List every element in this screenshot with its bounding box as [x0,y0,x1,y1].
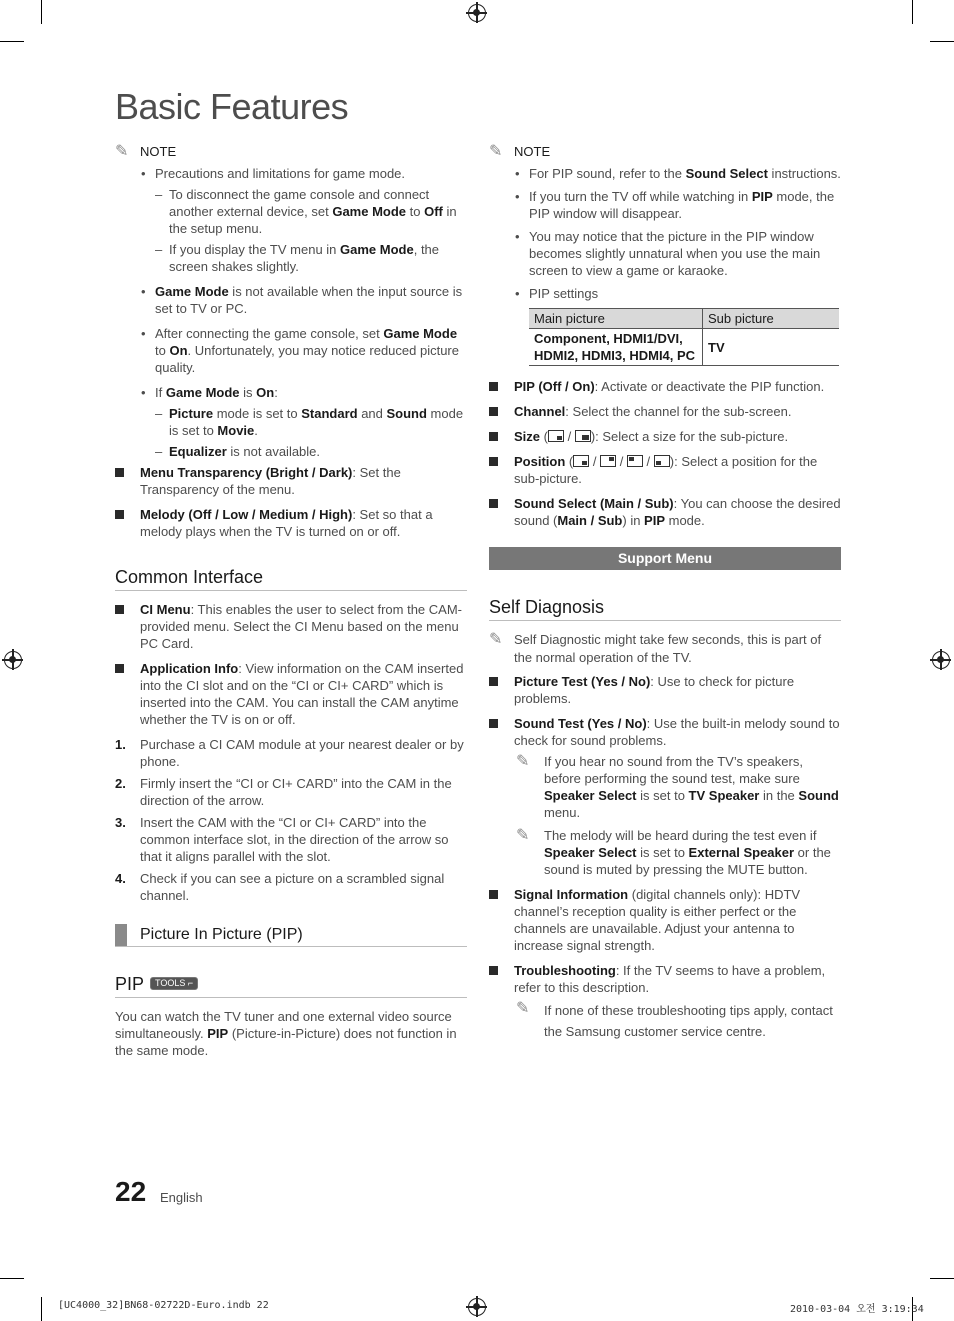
position-item: Position ( / / / ): Select a position for the sub-picture. [489,453,841,487]
tools-icon: TOOLS ⌐ [150,977,198,990]
crop-mark [912,0,913,24]
pip-on-off-item: PIP (Off / On): Activate or deactivate the PIP function. [489,378,841,395]
sound-select-item: Sound Select (Main / Sub): You can choose the desired sound (Main / Sub) in PIP mode. [489,495,841,529]
registration-mark-icon [468,4,486,22]
sound-test-note: ✎ If you hear no sound from the TV’s speakers, before performing the sound test, make sure Speaker Select is set to TV Speaker in the Sound menu. [516,753,839,820]
channel-item: Channel: Select the channel for the sub-screen. [489,403,841,420]
list-item: • Game Mode is not available when the input source is set to TV or PC. [115,283,467,317]
ci-menu-item: CI Menu: This enables the user to select from the CAM-provided menu. Select the CI Menu based on the menu PC Card. [115,601,467,652]
list-item: • After connecting the game console, set Game Mode to On. Unfortunately, you may notice reduced picture quality. [115,325,467,376]
crop-mark [41,1297,42,1321]
bottom-right-icon [573,455,589,467]
troubleshooting-note: ✎ If none of these troubleshooting tips apply, contact the Samsung customer service centre. [516,1000,833,1039]
registration-mark-icon [468,1298,486,1316]
pencil-icon: ✎ [516,753,530,770]
support-menu-bar: Support Menu [489,547,841,570]
pencil-icon: ✎ [489,143,503,160]
pip-settings-table [529,308,839,366]
size-item: Size ( / ): Select a size for the sub-picture. [489,428,841,445]
page-title: Basic Features [115,86,349,127]
self-diagnosis-heading: Self Diagnosis [489,596,841,621]
list-item: – Picture mode is set to Standard and Sound mode is set to Movie. [115,405,467,439]
menu-transparency-item: Menu Transparency (Bright / Dark): Set the Transparency of the menu. [115,464,467,498]
crop-mark [41,0,42,24]
section-bar [115,924,127,946]
pip-description: You can watch the TV tuner and one external video source simultaneously. PIP (Picture-in-Picture) does not function in the same mode. [115,1009,457,1058]
list-item: • If Game Mode is On: [115,384,467,401]
step-item: 1. Purchase a CI CAM module at your nearest dealer or by phone. [115,737,464,769]
step-item: 3. Insert the CAM with the “CI or CI+ CARD” into the common interface slot, in the direction of the arrow so that it aligns parallel with the slot. [115,815,449,864]
list-item: – If you display the TV menu in Game Mode, the screen shakes slightly. [115,241,467,275]
note-label: NOTE [514,144,551,159]
crop-mark [0,41,24,42]
left-column [115,143,467,1059]
list-item: – Equalizer is not available. [115,443,467,460]
top-right-icon [600,455,616,467]
list-item: – To disconnect the game console and connect another external device, set Game Mode to Off in the setup menu. [115,186,467,237]
table-header-main: Main picture [529,309,703,329]
small-size-icon [548,430,564,442]
common-interface-heading: Common Interface [115,566,467,591]
self-diagnostic-note: ✎ Self Diagnostic might take few seconds, this is part of the normal operation of the TV. [489,631,822,665]
page-language: English [160,1190,203,1205]
signal-information-item: Signal Information (digital channels only): HDTV channel’s reception quality is either perfect or the channels are unavailable. Adjust your antenna to increase signal strength. [489,886,841,954]
pencil-icon: ✎ [115,143,129,160]
list-item: • If you turn the TV off while watching in PIP mode, the PIP window will disappear. [489,188,841,222]
top-left-icon [627,455,643,467]
sound-test-item: Sound Test (Yes / No): Use the built-in melody sound to check for sound problems. [489,715,841,749]
crop-mark [930,1278,954,1279]
pencil-icon: ✎ [516,1000,530,1017]
footer-datetime: 2010-03-04 오전 3:19:34 [790,1304,924,1315]
troubleshooting-item: Troubleshooting: If the TV seems to have a problem, refer to this description. [489,962,841,996]
melody-note: ✎ The melody will be heard during the test even if Speaker Select is set to External Speaker or the sound is muted by pressing the MUTE button. [516,827,831,877]
list-item: • PIP settings [489,285,841,302]
melody-item: Melody (Off / Low / Medium / High): Set so that a melody plays when the TV is turned on or off. [115,506,467,540]
pip-heading: PIP TOOLS ⌐ [115,973,467,998]
application-info-item: Application Info: View information on the CAM inserted into the CI slot and on the “CI or CI+ CARD” which is inserted into the CAM. You can install the CAM anytime whether the TV is on or off. [115,660,467,728]
registration-mark-icon [4,651,22,669]
table-cell-main: Component, HDMI1/DVI, HDMI2, HDMI3, HDMI4, PC [529,329,703,366]
right-column [489,143,841,1048]
table-cell-sub: TV [703,329,840,366]
registration-mark-icon [932,651,950,669]
note-heading [489,143,841,161]
picture-test-item: Picture Test (Yes / No): Use to check for picture problems. [489,673,841,707]
list-item: • For PIP sound, refer to the Sound Select instructions. [489,165,841,182]
page-number: 22 [115,1176,147,1207]
crop-mark [0,1278,24,1279]
table-header-sub: Sub picture [703,309,840,329]
pencil-icon: ✎ [489,631,503,648]
pencil-icon: ✎ [516,827,530,844]
bottom-left-icon [654,455,670,467]
step-item: 2. Firmly insert the “CI or CI+ CARD” into the CAM in the direction of the arrow. [115,776,452,808]
list-item: • You may notice that the picture in the PIP window becomes slightly unnatural when you use the main screen to view a game or karaoke. [489,228,841,279]
footer-file: [UC4000_32]BN68-02722D-Euro.indb 22 [58,1300,269,1311]
note-label: NOTE [140,144,177,159]
pip-subsection-heading: Picture In Picture (PIP) [115,924,467,947]
step-item: 4. Check if you can see a picture on a scrambled signal channel. [115,871,445,903]
note-heading [115,143,467,161]
list-item: • Precautions and limitations for game mode. [115,165,467,182]
crop-mark [930,41,954,42]
large-size-icon [575,430,591,442]
